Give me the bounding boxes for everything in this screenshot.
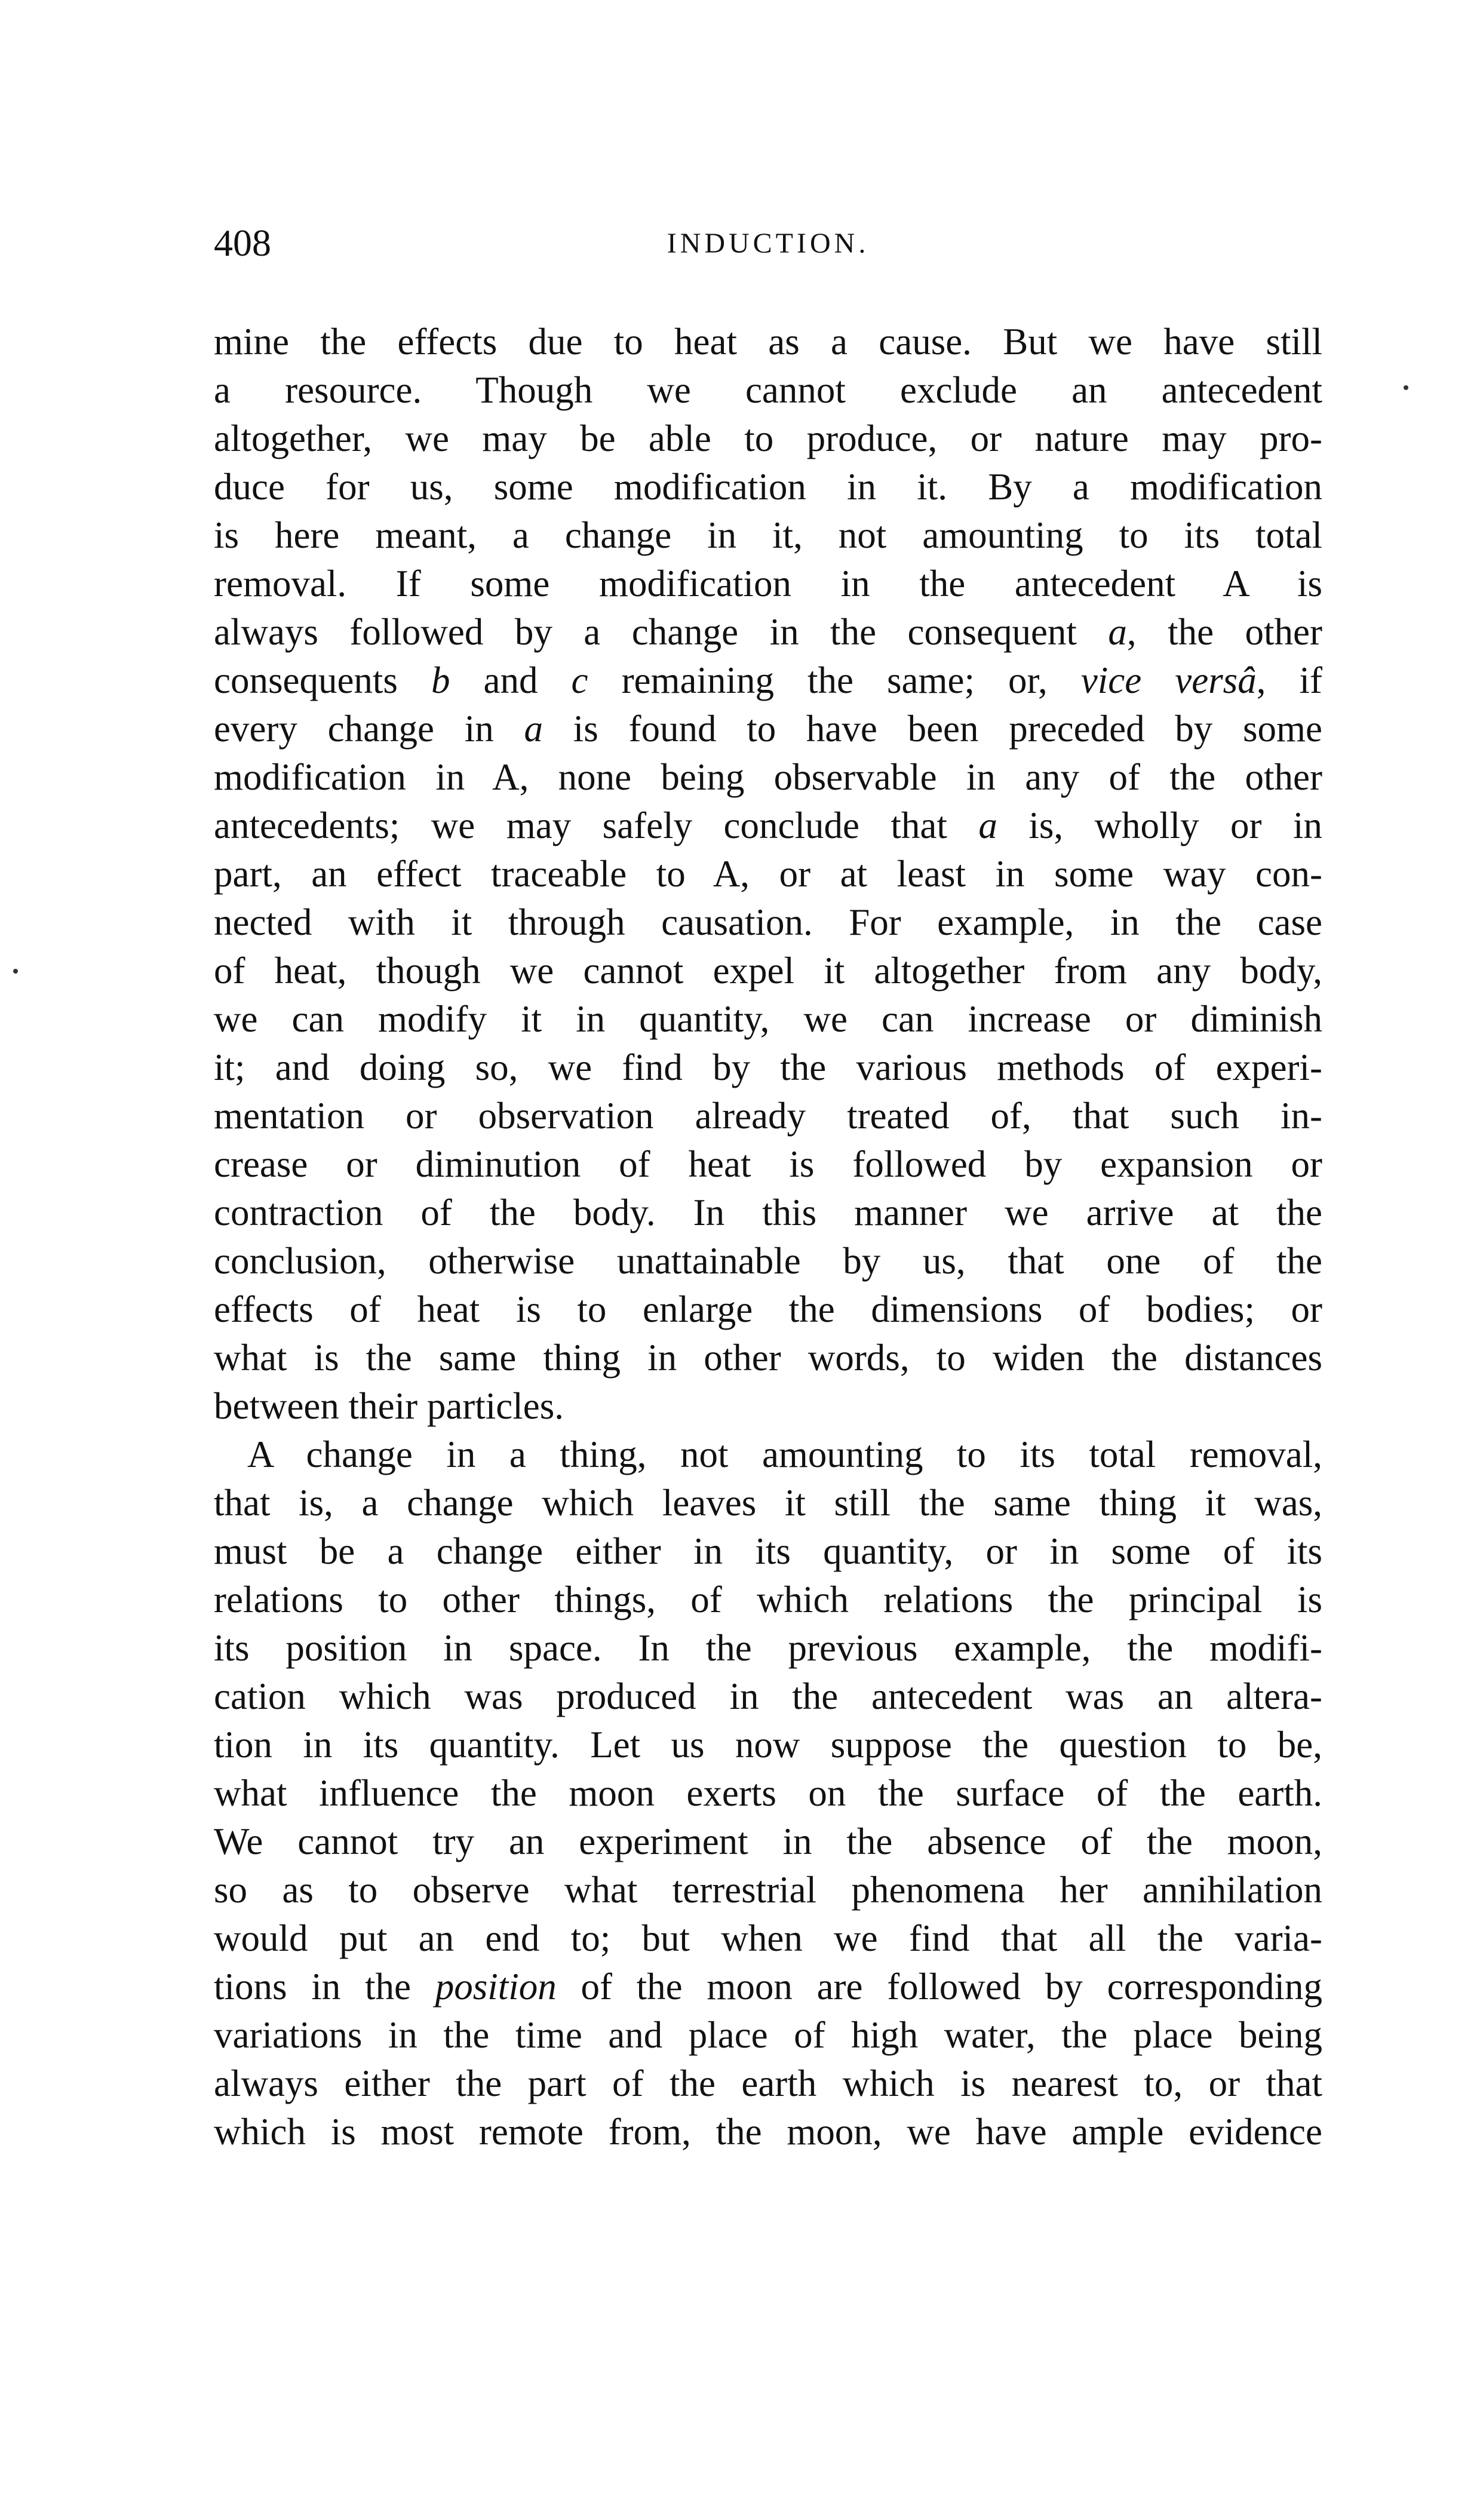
text-segment: variations in the time and place of high water, the place being <box>214 2014 1322 2056</box>
text-segment: duce for us, some modification in it. By a modification <box>214 466 1322 508</box>
text-segment: relations to other things, of which relations the principal is <box>214 1579 1322 1620</box>
scan-speck <box>1404 385 1408 390</box>
text-line <box>214 1285 1322 1334</box>
text-line <box>214 1092 1322 1140</box>
text-segment: it; and doing so, we find by the various methods of experi- <box>214 1046 1322 1088</box>
italic-text: a <box>524 708 543 750</box>
text-segment: which is most remote from, the moon, we have ample evidence <box>214 2111 1322 2153</box>
text-line <box>214 1527 1322 1576</box>
text-segment: mine the effects due to heat as a cause. But we have still <box>214 321 1322 363</box>
text-segment: contraction of the body. In this manner we arrive at the <box>214 1192 1322 1233</box>
text-line <box>214 511 1322 560</box>
text-segment: conclusion, otherwise unattainable by us, that one of the <box>214 1240 1322 1282</box>
text-segment: We cannot try an experiment in the absence of the moon, <box>214 1821 1322 1862</box>
italic-text: vice versâ <box>1080 659 1257 701</box>
text-line <box>214 850 1322 898</box>
text-segment: always either the part of the earth which is nearest to, or that <box>214 2062 1322 2104</box>
text-line <box>214 1769 1322 1818</box>
text-line <box>214 1479 1322 1527</box>
text-segment: nected with it through causation. For example, in the case <box>214 901 1322 943</box>
text-line <box>214 1334 1322 1382</box>
text-line <box>214 705 1322 753</box>
text-segment: between their particles. <box>214 1385 564 1427</box>
text-line <box>214 1721 1322 1769</box>
text-segment: would put an end to; but when we find that all the varia- <box>214 1917 1322 1959</box>
text-line <box>214 753 1322 802</box>
text-line <box>214 1382 1322 1431</box>
text-line <box>214 2059 1322 2108</box>
text-segment: altogether, we may be able to produce, or nature may pro- <box>214 418 1322 459</box>
italic-text: a <box>1108 611 1127 653</box>
body-text <box>214 318 1322 2156</box>
text-segment: what is the same thing in other words, to widen the distances <box>214 1337 1322 1379</box>
text-line <box>214 947 1322 995</box>
text-line <box>214 1624 1322 1672</box>
text-line <box>214 1963 1322 2011</box>
scan-speck <box>13 969 18 974</box>
text-segment: is here meant, a change in it, not amounting to its total <box>214 514 1322 556</box>
text-segment: we can modify it in quantity, we can increase or diminish <box>214 998 1322 1040</box>
text-line <box>214 415 1322 463</box>
text-line <box>214 1576 1322 1624</box>
text-segment: its position in space. In the previous example, the modifi- <box>214 1627 1322 1669</box>
text-line <box>214 656 1322 705</box>
text-line <box>214 1866 1322 1914</box>
text-line <box>214 1818 1322 1866</box>
text-line <box>214 2108 1322 2156</box>
text-line <box>214 1189 1322 1237</box>
text-segment: crease or diminution of heat is followed by expansion or <box>214 1143 1322 1185</box>
text-segment: , the other <box>1126 611 1322 653</box>
text-line <box>214 1043 1322 1092</box>
page-header <box>214 221 1322 269</box>
text-segment: is found to have been preceded by some <box>543 708 1322 750</box>
text-segment: what influence the moon exerts on the surface of the earth. <box>214 1772 1322 1814</box>
text-line <box>214 1140 1322 1189</box>
text-line <box>214 318 1322 366</box>
text-segment: that is, a change which leaves it still the same thing it was, <box>214 1482 1322 1524</box>
text-segment: effects of heat is to enlarge the dimensions of bodies; or <box>214 1288 1322 1330</box>
text-line <box>214 1431 1322 1479</box>
text-segment: every change in <box>214 708 524 750</box>
text-line <box>214 1914 1322 1963</box>
text-line <box>214 2011 1322 2059</box>
text-line <box>214 366 1322 415</box>
text-segment: of the moon are followed by corresponding <box>556 1966 1322 2008</box>
text-segment: is, wholly or in <box>997 805 1322 846</box>
running-title: INDUCTION. <box>667 228 870 259</box>
text-segment: so as to observe what terrestrial phenomena her annihilation <box>214 1869 1322 1911</box>
text-segment: cation which was produced in the antecedent was an altera- <box>214 1675 1322 1717</box>
text-segment: always followed by a change in the consequent <box>214 611 1109 653</box>
text-segment: , if <box>1256 659 1322 701</box>
text-segment: modification in A, none being observable in any of the other <box>214 756 1322 798</box>
text-segment: a resource. Though we cannot exclude an antecedent <box>214 369 1322 411</box>
text-line <box>214 995 1322 1043</box>
text-segment: consequents <box>214 659 431 701</box>
text-segment: of heat, though we cannot expel it altogether from any body, <box>214 950 1322 992</box>
text-segment: A change in a thing, not amounting to its total removal, <box>247 1434 1322 1475</box>
text-line <box>214 898 1322 947</box>
italic-text: position <box>435 1966 557 2008</box>
text-line <box>214 1672 1322 1721</box>
italic-text: b <box>431 659 450 701</box>
text-segment: remaining the same; or, <box>588 659 1081 701</box>
text-segment: tions in the <box>214 1966 435 2008</box>
text-line <box>214 1237 1322 1285</box>
text-segment: removal. If some modification in the antecedent A is <box>214 563 1322 604</box>
text-segment: and <box>450 659 572 701</box>
text-line <box>214 560 1322 608</box>
text-segment: antecedents; we may safely conclude that <box>214 805 979 846</box>
text-segment: must be a change either in its quantity, or in some of its <box>214 1530 1322 1572</box>
text-line <box>214 608 1322 656</box>
text-segment: part, an effect traceable to A, or at least in some way con- <box>214 853 1322 895</box>
text-line <box>214 463 1322 511</box>
text-segment: tion in its quantity. Let us now suppose the question to be, <box>214 1724 1322 1766</box>
text-line <box>214 802 1322 850</box>
italic-text: c <box>571 659 588 701</box>
italic-text: a <box>978 805 997 846</box>
text-segment: mentation or observation already treated of, that such in- <box>214 1095 1322 1137</box>
page-number: 408 <box>214 222 271 264</box>
